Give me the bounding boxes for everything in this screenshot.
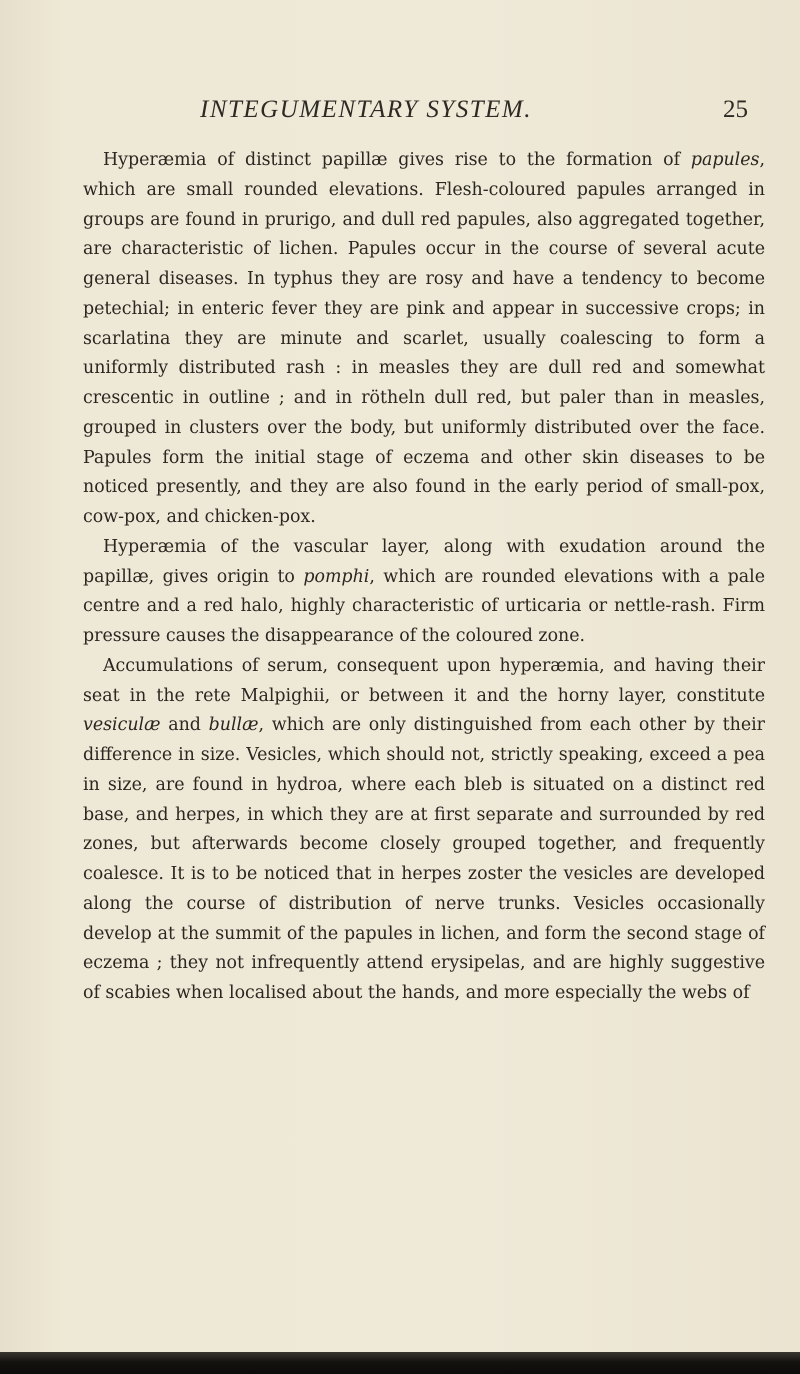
page-number: 25 bbox=[723, 96, 748, 123]
paragraph-text: Accumulations of serum, consequent upon hyperæmia, and having their seat in the rete Malpighii, or between it and the horny layer, constitute bbox=[83, 655, 765, 706]
term-pomphi: pomphi bbox=[303, 566, 370, 587]
term-bullae: bullæ bbox=[208, 715, 259, 736]
body-text bbox=[83, 146, 765, 1009]
page-bottom-edge bbox=[0, 1352, 800, 1374]
paragraph-text: Hyperæmia of the vascular layer, along with exudation around the papillæ, gives origin to bbox=[83, 536, 765, 587]
paragraph-text: Hyperæmia of distinct papillæ gives rise to the formation of bbox=[103, 150, 691, 170]
paragraph-vesicles bbox=[83, 652, 765, 1009]
paragraph-text: , which are rounded elevations with a pale centre and a red halo, highly characteristic of urticaria or nettle-rash. Firm pressure causes the disappearance of the coloured zone. bbox=[83, 566, 765, 646]
paragraph-text: , which are only distinguished from each other by their difference in size. Vesicles, which should not, strictly speaking, exceed a pea in size, are found in hydroa, where each bleb is situated on a distinct red base, and herpes, in which they are at first separate and surrounded by red zones, but afterwards become closely grouped together, and frequently coalesce. It is to be noticed that in herpes zoster the vesicles are developed along the course of distribution of nerve trunks. Vesicles occasionally develop at the summit of the papules in lichen, and form the second stage of eczema ; they not infrequently attend erysipelas, and are highly suggestive of scabies when localised about the hands, and more especially the webs of bbox=[83, 715, 765, 1003]
paragraph-pomphi bbox=[83, 533, 765, 652]
paragraph-papules bbox=[83, 146, 765, 533]
running-head bbox=[70, 96, 760, 130]
paragraph-text: , which are small rounded elevations. Flesh-coloured papules arranged in groups are found in prurigo, and dull red papules, also aggregated together, are characteristic of lichen. Papules occur in the course of several acute general diseases. In typhus they are rosy and have a tendency to become petechial; in enteric fever they are pink and appear in successive crops; in scarlatina they are minute and scarlet, usually coalescing to form a uniformly distributed rash : in measles they are dull red and somewhat crescentic in outline ; and in rötheln dull red, but paler than in measles, grouped in clusters over the body, but uniformly distributed over the face. Papules form the initial stage of eczema and other skin diseases to be noticed presently, and they are also found in the early period of small-pox, cow-pox, and chicken-pox. bbox=[83, 150, 765, 527]
term-vesiculae: vesiculæ bbox=[83, 715, 161, 736]
term-papules: papules bbox=[690, 150, 760, 170]
paragraph-text: and bbox=[160, 715, 209, 736]
running-title: INTEGUMENTARY SYSTEM. bbox=[200, 96, 533, 123]
